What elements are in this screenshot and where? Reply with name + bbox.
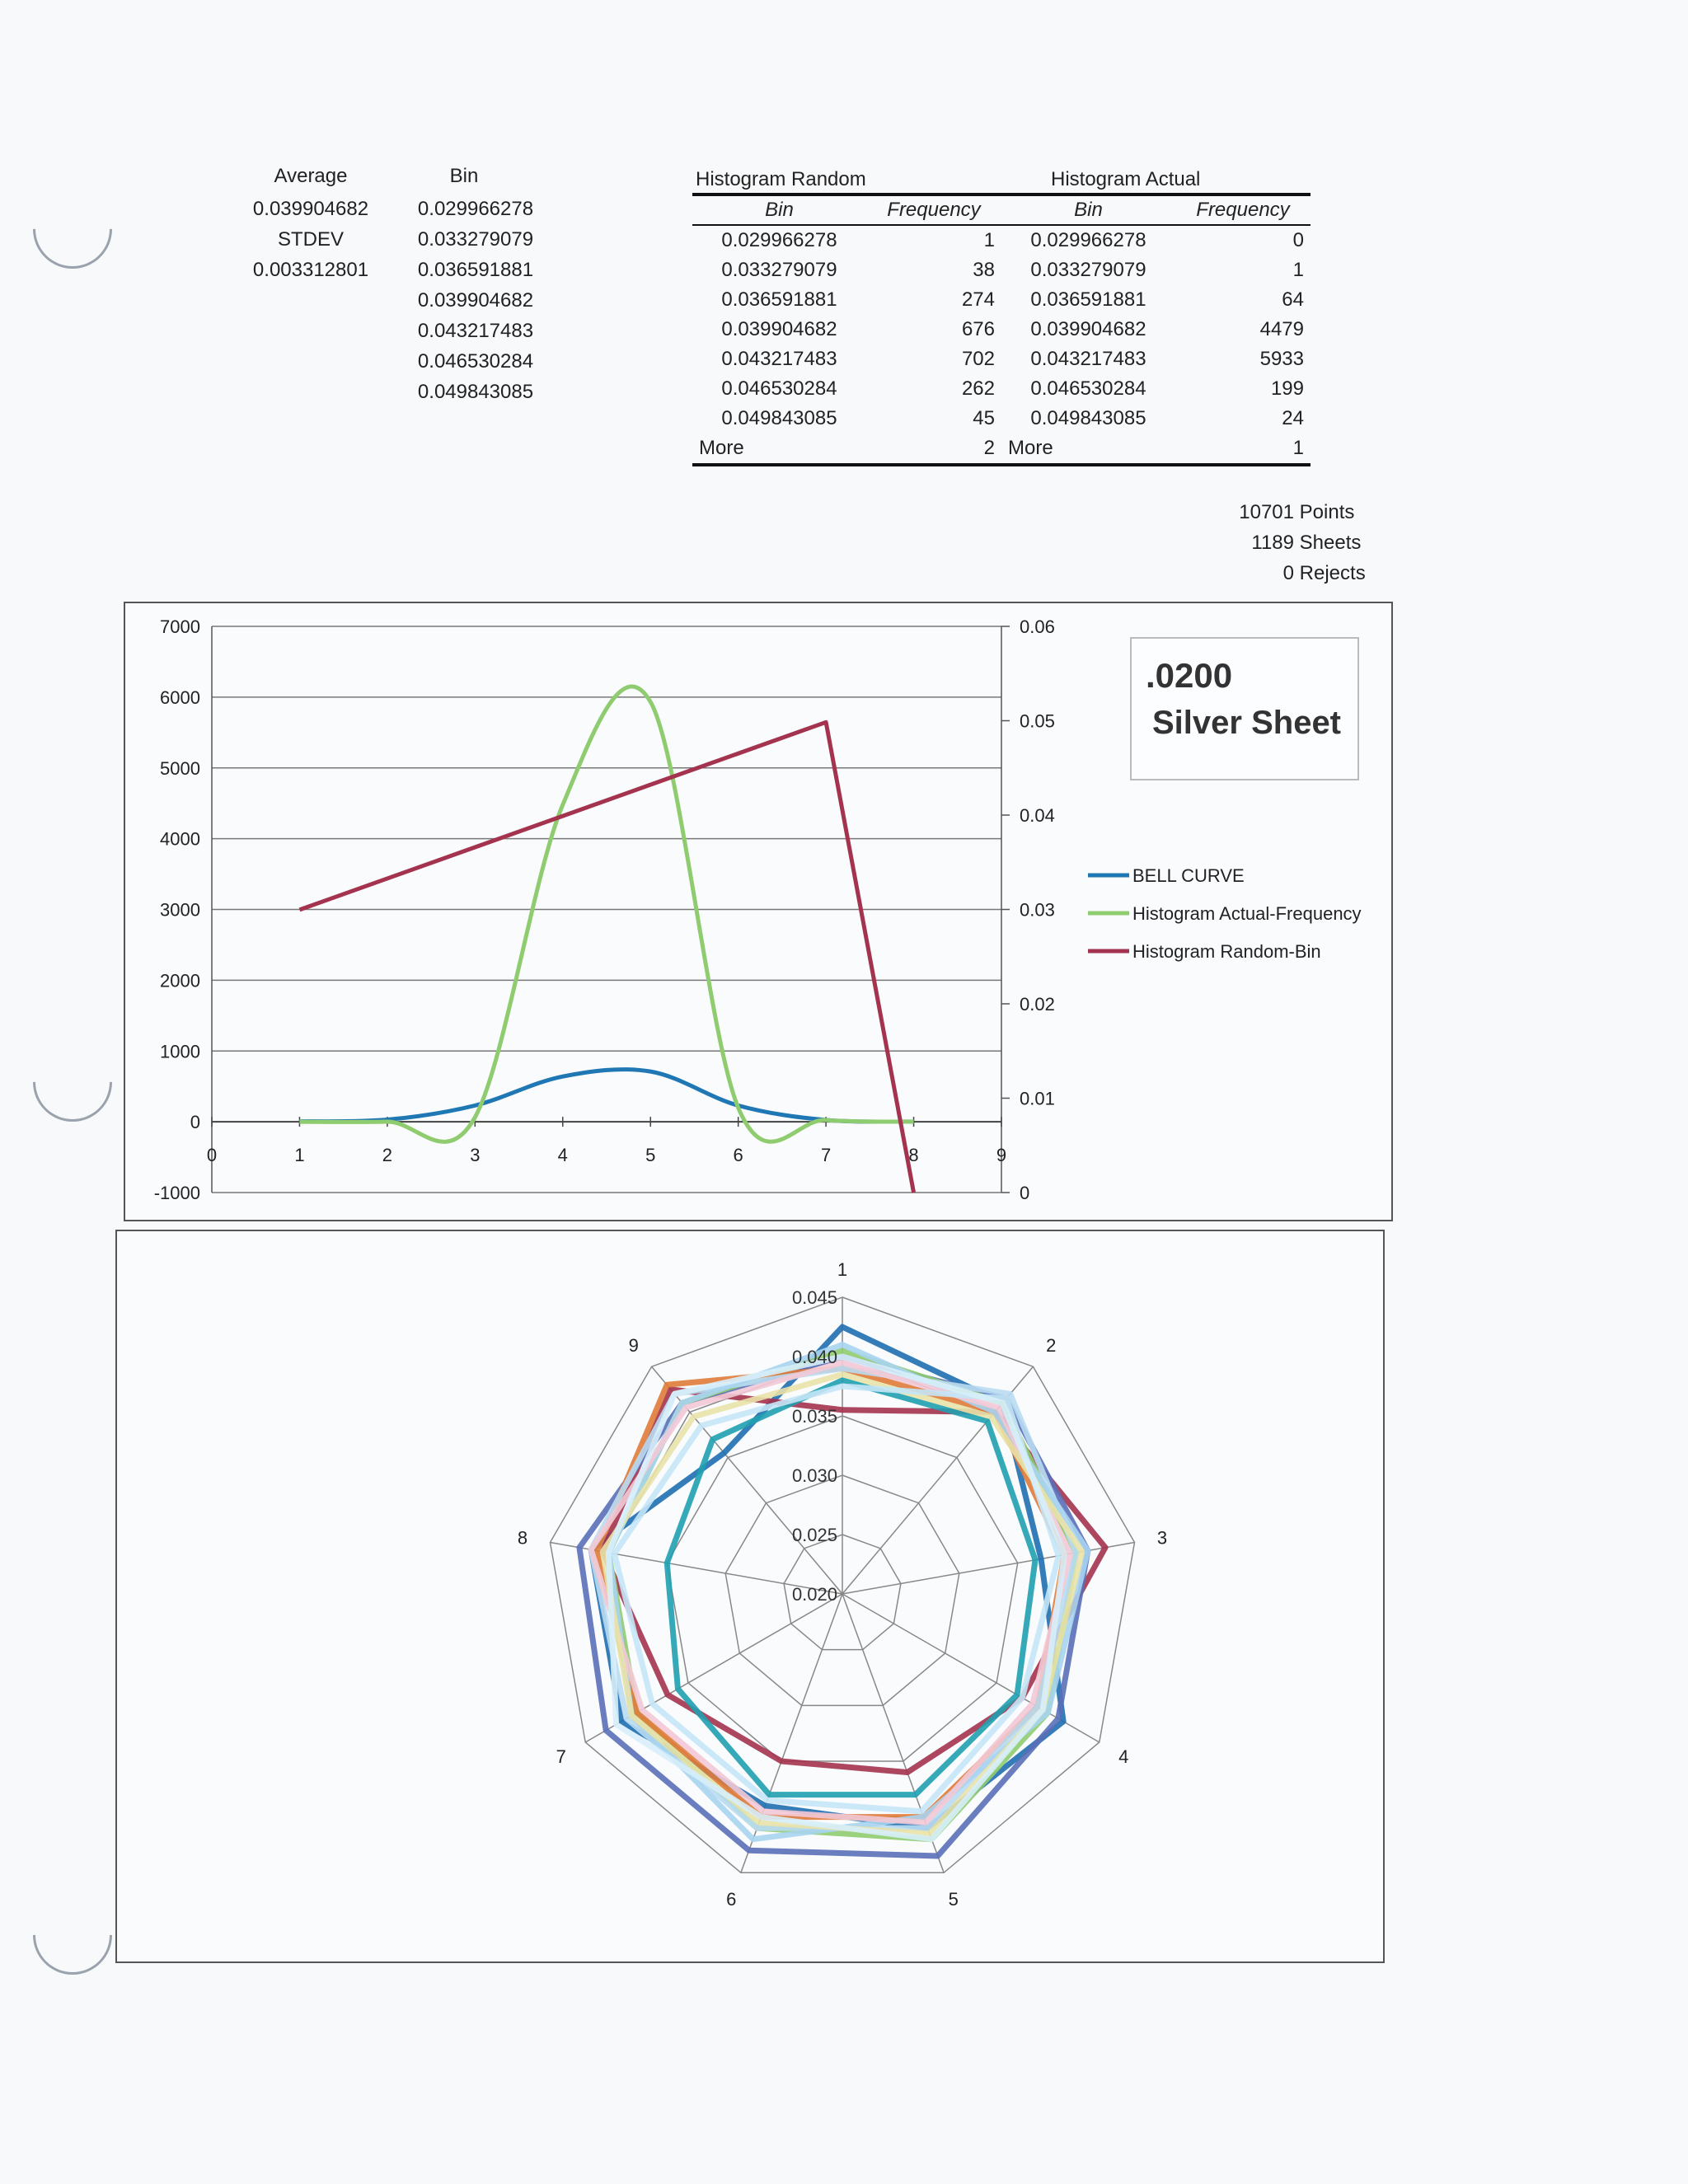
table-row: [692, 225, 1311, 255]
random-frequency-cell: 274: [961, 288, 995, 311]
line-chart-frame: [124, 602, 1393, 1221]
y-tick-label: 2000: [160, 970, 200, 991]
y2-tick-label: 0.06: [1020, 616, 1055, 637]
annotation-line1: .0200: [1146, 656, 1233, 695]
actual-frequency-cell: 24: [1282, 407, 1304, 429]
legend-entry: BELL CURVE: [1132, 865, 1245, 886]
radar-tick-label: 0.025: [791, 1525, 837, 1545]
random-bin-cell: 0.049843085: [721, 407, 837, 429]
actual-frequency-cell: 5933: [1259, 348, 1304, 370]
table-row: [692, 374, 1311, 404]
bin-value: 0.049843085: [417, 381, 534, 403]
points-value: 10701: [1239, 501, 1294, 523]
radar-axis-label: 2: [1046, 1335, 1057, 1357]
radar-tick-label: 0.035: [791, 1406, 837, 1427]
actual-bin-cell: More: [1001, 434, 1175, 465]
bell-curve-line-group: [299, 1070, 913, 1122]
bin-value: 0.039904682: [417, 289, 534, 312]
rejects-value: 0: [1282, 562, 1294, 584]
table-row: [692, 285, 1311, 315]
radar-axis-label: 5: [948, 1889, 959, 1910]
random-frequency-cell: 702: [961, 348, 995, 370]
sheets-label: Sheets: [1299, 532, 1362, 554]
random-bin-cell: More: [692, 434, 866, 465]
x-tick-label: 1: [294, 1145, 305, 1166]
radar-tick-label: 0.040: [791, 1347, 837, 1367]
y-tick-label: 0: [190, 1112, 200, 1133]
x-tick-label: 8: [908, 1145, 919, 1166]
random-bin-cell: 0.033279079: [721, 259, 837, 281]
bin-label: Bin: [449, 165, 479, 187]
y-tick-label: 4000: [160, 828, 200, 850]
radar-axis-label: 9: [628, 1335, 639, 1357]
radar-tick-label: 0.020: [791, 1584, 837, 1605]
y-tick-label: 1000: [160, 1041, 200, 1062]
x-tick-label: 9: [996, 1145, 1007, 1166]
actual-bin-cell: 0.036591881: [1030, 288, 1146, 311]
actual-bin-cell: 0.039904682: [1030, 318, 1146, 340]
col-random-bin: Bin: [692, 194, 866, 225]
table-row: [692, 255, 1311, 285]
actual-bin-cell: 0.029966278: [1030, 229, 1146, 251]
random-bin-cell: 0.046530284: [721, 377, 837, 400]
sheets-value: 1189: [1251, 532, 1294, 554]
radar-series: [667, 1380, 1035, 1795]
annotation-line2: Silver Sheet: [1152, 705, 1342, 741]
average-label: Average: [274, 165, 348, 187]
table-row: [692, 434, 1311, 465]
y-tick-label: 3000: [160, 899, 200, 921]
x-tick-label: 6: [733, 1145, 743, 1166]
radar-tick-label: 0.030: [791, 1465, 837, 1486]
radar-axis-label: 4: [1118, 1746, 1129, 1767]
x-tick-label: 2: [382, 1145, 393, 1166]
histogram-table: [692, 165, 1311, 466]
table-row: [692, 404, 1311, 434]
bin-value: 0.033279079: [417, 228, 534, 251]
punch-hole-bottom: [16, 1879, 129, 1991]
punch-hole-middle: [16, 1026, 129, 1138]
legend-entry: Histogram Random-Bin: [1132, 941, 1321, 962]
actual-frequency-cell: 1: [1292, 259, 1304, 281]
stdev-label: STDEV: [277, 228, 344, 251]
x-tick-label: 5: [645, 1145, 656, 1166]
rejects-label: Rejects: [1299, 562, 1366, 584]
histogram-actual-title: Histogram Actual: [1050, 168, 1201, 190]
y2-tick-label: 0.05: [1020, 710, 1055, 732]
y2-tick-label: 0.03: [1020, 899, 1055, 921]
histogram-actual-frequency-line: [299, 687, 913, 1141]
random-frequency-cell: 45: [973, 407, 995, 429]
summary-points: [1179, 501, 1426, 524]
radar-chart-frame: [115, 1230, 1385, 1963]
radar-axis-label: 3: [1156, 1527, 1168, 1549]
x-tick-label: 7: [820, 1145, 832, 1166]
random-frequency-cell: 2: [866, 434, 1001, 465]
actual-frequency-cell: 199: [1270, 377, 1304, 400]
bell-curve-line: [299, 1070, 913, 1122]
radar-axis-label: 8: [517, 1527, 528, 1549]
legend-entry: Histogram Actual-Frequency: [1132, 903, 1362, 924]
bin-value: 0.029966278: [417, 198, 534, 220]
actual-frequency-cell: 0: [1292, 229, 1304, 251]
actual-bin-cell: 0.046530284: [1030, 377, 1146, 400]
y-tick-label: 6000: [160, 687, 200, 708]
random-frequency-cell: 262: [961, 377, 995, 400]
y-tick-label: 7000: [160, 616, 200, 637]
line-chart: [125, 603, 1391, 1220]
stdev-value: 0.003312801: [252, 259, 369, 281]
y2-tick-label: 0: [1020, 1183, 1030, 1203]
summary-rejects: [1179, 562, 1426, 585]
average-value: 0.039904682: [252, 198, 369, 220]
bin-value: 0.043217483: [417, 320, 534, 342]
radar-axis-label: 7: [556, 1746, 566, 1767]
random-bin-cell: 0.036591881: [721, 288, 837, 311]
y2-tick-label: 0.04: [1020, 805, 1055, 826]
points-label: Points: [1299, 501, 1355, 523]
y-tick-label: -1000: [153, 1183, 200, 1203]
y2-tick-label: 0.02: [1020, 994, 1055, 1015]
actual-frequency-cell: 4479: [1259, 318, 1304, 340]
actual-frequency-cell: 64: [1282, 288, 1304, 311]
radar-chart: [117, 1231, 1383, 1961]
bin-value: 0.036591881: [417, 259, 534, 281]
random-bin-cell: 0.029966278: [721, 229, 837, 251]
histogram-random-title: Histogram Random: [696, 168, 866, 190]
radar-axis-label: 6: [726, 1889, 737, 1910]
punch-hole-top: [16, 173, 129, 285]
actual-bin-cell: 0.049843085: [1030, 407, 1146, 429]
bin-value: 0.046530284: [417, 350, 534, 373]
table-row: [692, 344, 1311, 374]
y2-tick-label: 0.01: [1020, 1088, 1055, 1109]
random-frequency-cell: 1: [983, 229, 995, 251]
radar-tick-label: 0.045: [791, 1287, 837, 1308]
col-random-frequency: Frequency: [866, 194, 1001, 225]
table-row: [692, 315, 1311, 344]
random-frequency-cell: 38: [973, 259, 995, 281]
histogram-actual-frequency-line-group: [299, 687, 913, 1141]
x-tick-label: 4: [557, 1145, 568, 1166]
x-tick-label: 3: [470, 1145, 481, 1166]
summary-sheets: [1179, 532, 1426, 555]
actual-bin-cell: 0.033279079: [1030, 259, 1146, 281]
radar-axis-label: 1: [837, 1259, 848, 1280]
actual-frequency-cell: 1: [1175, 434, 1311, 465]
random-frequency-cell: 676: [961, 318, 995, 340]
col-actual-bin: Bin: [1001, 194, 1175, 225]
col-actual-frequency: Frequency: [1175, 194, 1311, 225]
random-bin-cell: 0.043217483: [721, 348, 837, 370]
actual-bin-cell: 0.043217483: [1030, 348, 1146, 370]
x-tick-label: 0: [206, 1145, 218, 1166]
random-bin-cell: 0.039904682: [721, 318, 837, 340]
y-tick-label: 5000: [160, 757, 200, 779]
